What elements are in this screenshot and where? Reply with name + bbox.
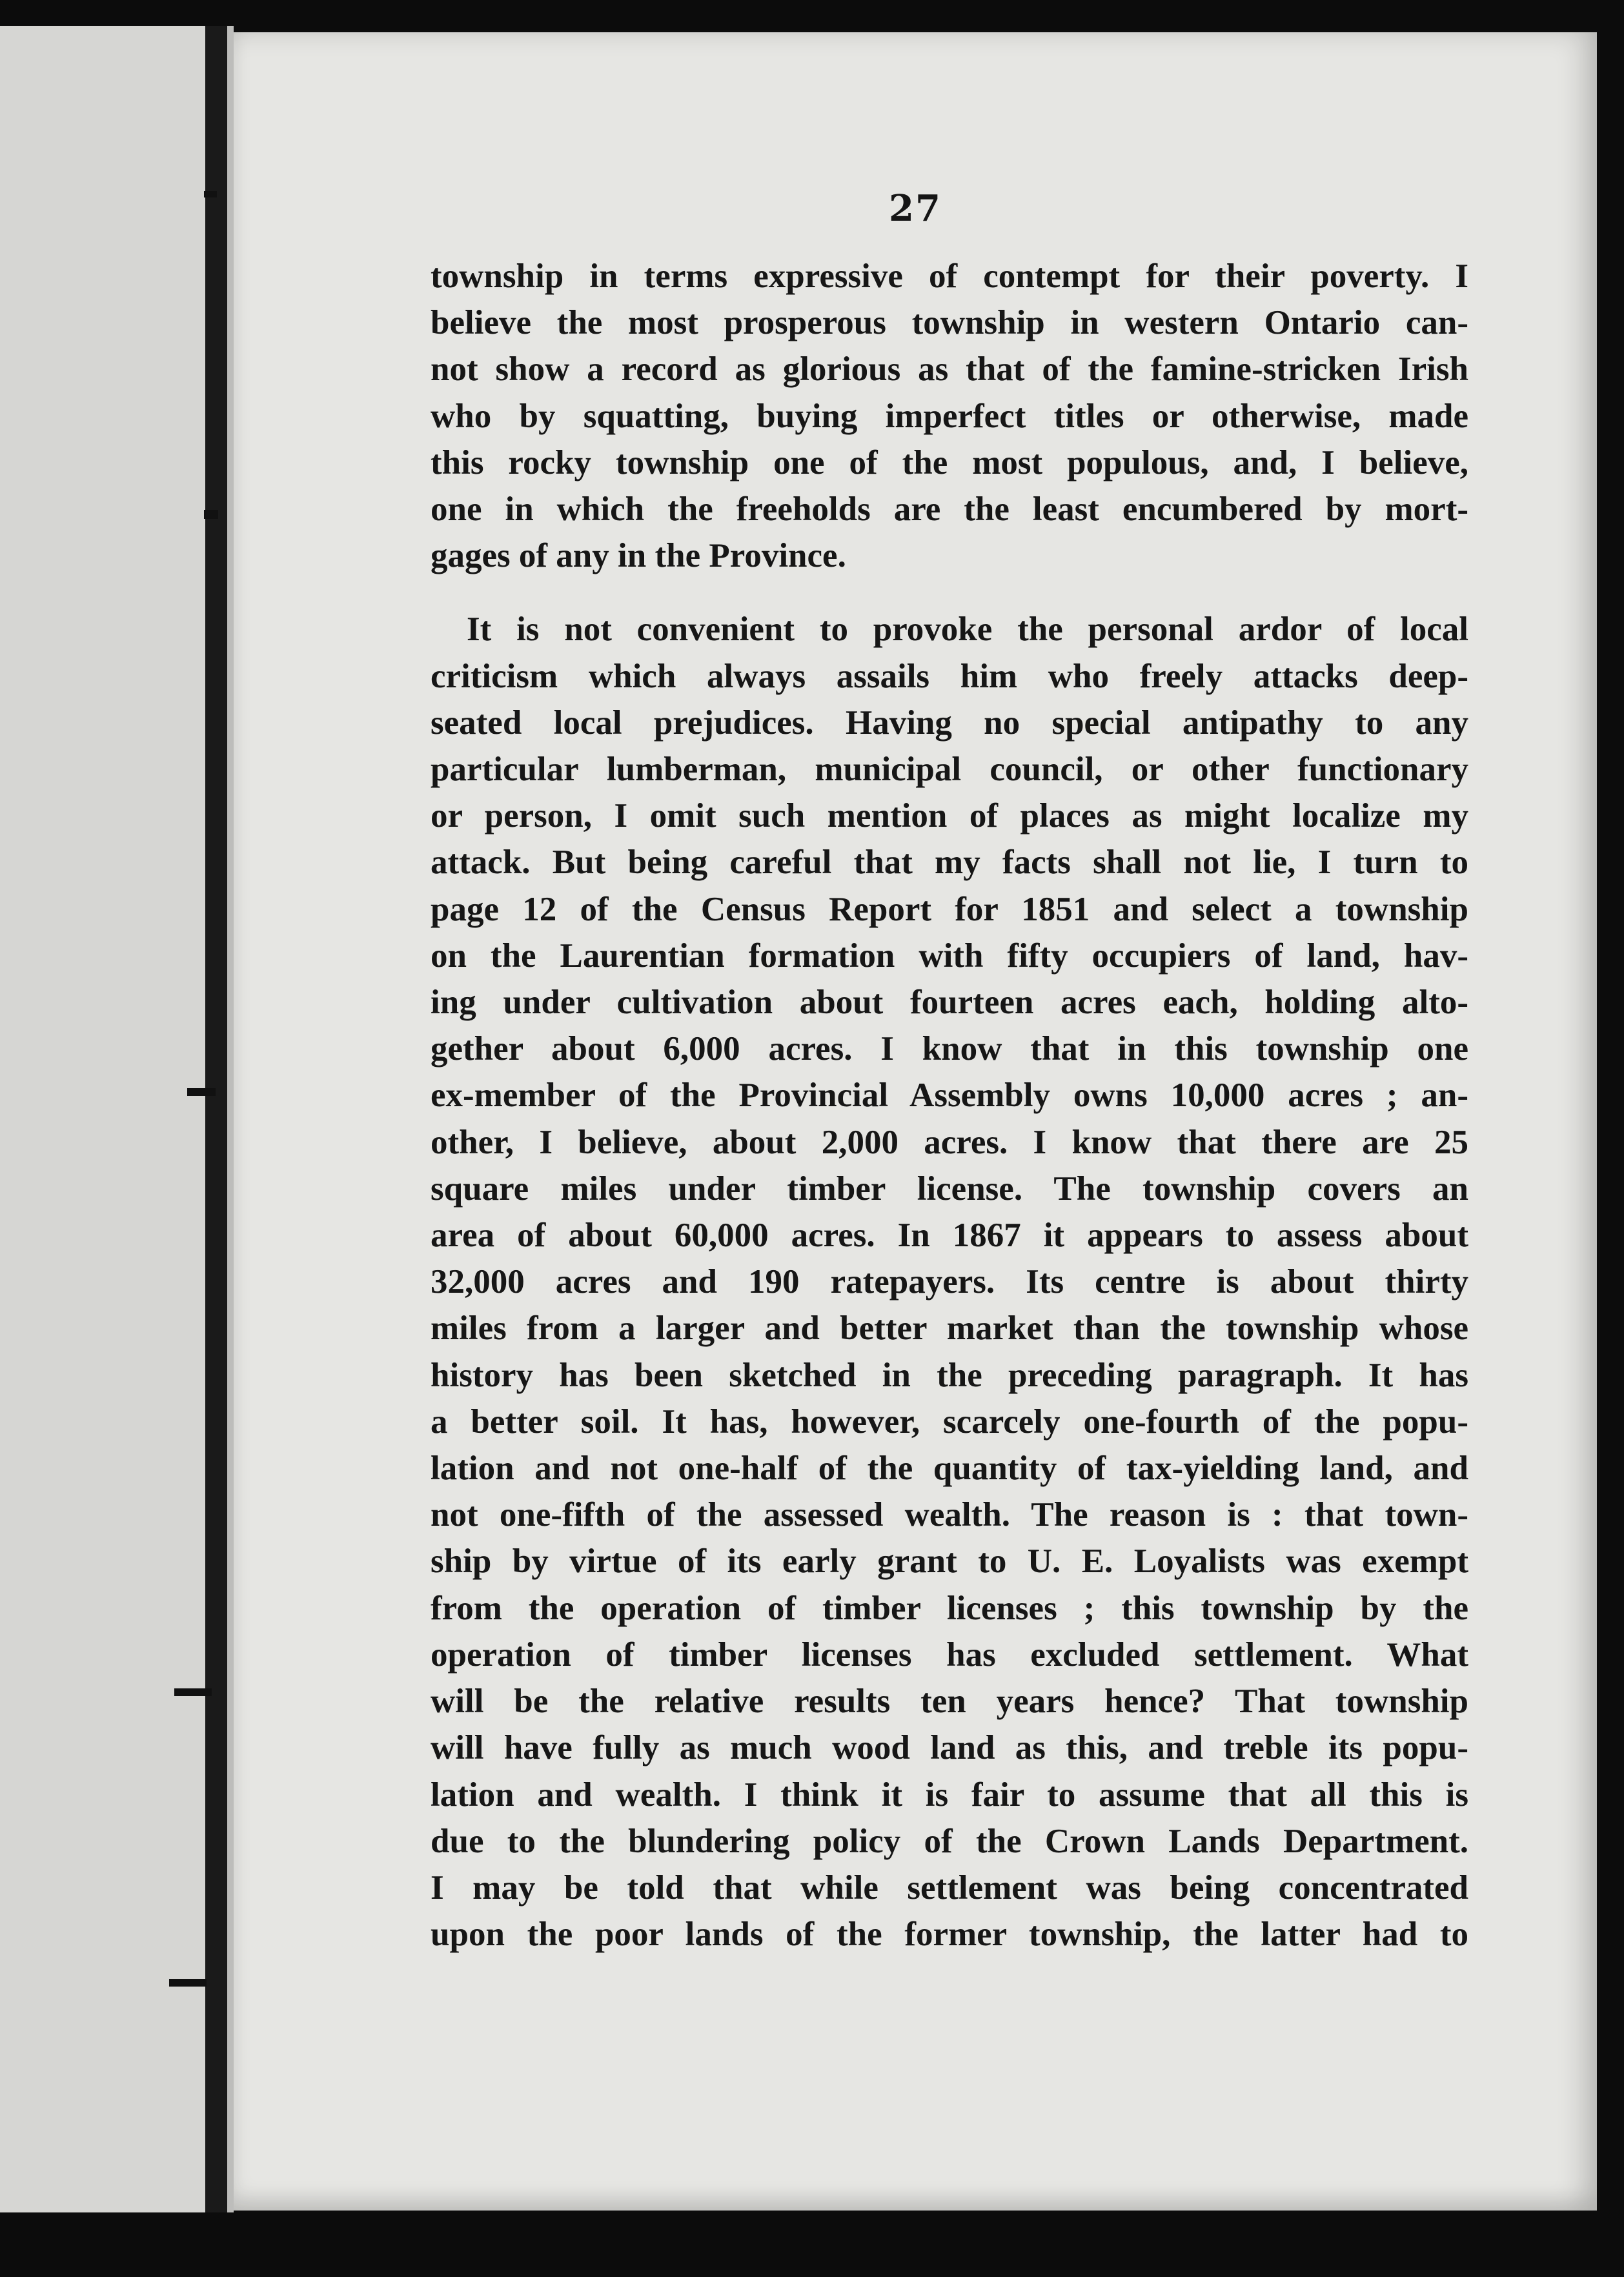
paragraph-1	[431, 253, 1468, 579]
text-line: from the operation of timber licenses ; this township by the	[431, 1589, 1468, 1627]
text-line: criticism which always assails him who freely attacks deep-	[431, 657, 1468, 695]
text-line: ex-member of the Provincial Assembly owns 10,000 acres ; an-	[431, 1077, 1468, 1115]
page-number: 27	[889, 187, 942, 230]
binding-mark	[204, 191, 217, 197]
text-line: not one-fifth of the assessed wealth. The reason is : that town-	[431, 1496, 1468, 1534]
text-line: square miles under timber license. The township covers an	[431, 1169, 1468, 1208]
facing-page-strip	[0, 26, 205, 2212]
text-line: gether about 6,000 acres. I know that in this township one	[431, 1030, 1468, 1068]
text-line: due to the blundering policy of the Crown Lands Department.	[431, 1822, 1468, 1860]
page-body	[431, 253, 1468, 1958]
text-line: seated local prejudices. Having no special antipathy to any	[431, 703, 1468, 742]
text-line: 32,000 acres and 190 ratepayers. Its centre is about thirty	[431, 1263, 1468, 1301]
text-line: other, I believe, about 2,000 acres. I know that there are 25	[431, 1123, 1468, 1161]
paragraph-2	[431, 606, 1468, 1958]
text-line: I may be told that while settlement was being concentrated	[431, 1868, 1468, 1907]
text-line: or person, I omit such mention of places as might localize my	[431, 797, 1468, 835]
text-line: particular lumberman, municipal council, or other functionary	[431, 751, 1468, 789]
text-line: miles from a larger and better market than the township whose	[431, 1310, 1468, 1348]
text-line: this rocky township one of the most populous, and, I believe,	[431, 443, 1468, 481]
text-line: history has been sketched in the preceding paragraph. It has	[431, 1356, 1468, 1394]
text-line: page 12 of the Census Report for 1851 and select a township	[431, 890, 1468, 928]
text-line: operation of timber licenses has excluded settlement. What	[431, 1635, 1468, 1674]
book-binding	[205, 26, 227, 2212]
text-line: who by squatting, buying imperfect titles or otherwise, made	[431, 397, 1468, 435]
text-line: gages of any in the Province.	[431, 537, 846, 575]
binding-mark	[174, 1688, 212, 1696]
binding-edge	[227, 26, 234, 2212]
binding-mark	[204, 510, 218, 519]
text-line: believe the most prosperous township in western Ontario can-	[431, 304, 1468, 342]
text-line: not show a record as glorious as that of the famine-stricken Irish	[431, 350, 1468, 389]
text-line: area of about 60,000 acres. In 1867 it appears to assess about	[431, 1217, 1468, 1255]
text-line: attack. But being careful that my facts shall not lie, I turn to	[431, 844, 1468, 882]
text-line: one in which the freeholds are the least encumbered by mort-	[431, 491, 1468, 529]
binding-mark	[187, 1088, 216, 1096]
text-line: upon the poor lands of the former township, the latter had to	[431, 1916, 1468, 1954]
text-line: It is not convenient to provoke the personal ardor of local	[467, 611, 1468, 649]
text-line: will have fully as much wood land as this, and treble its popu-	[431, 1729, 1468, 1767]
document-page	[234, 32, 1597, 2211]
text-line: ing under cultivation about fourteen acres each, holding alto-	[431, 984, 1468, 1022]
binding-mark	[169, 1979, 207, 1987]
text-line: a better soil. It has, however, scarcely one-fourth of the popu-	[431, 1402, 1468, 1441]
text-line: will be the relative results ten years hence? That township	[431, 1683, 1468, 1721]
text-line: township in terms expressive of contempt for their poverty. I	[431, 258, 1468, 295]
text-line: lation and not one-half of the quantity of tax-yielding land, and	[431, 1450, 1468, 1488]
text-line: lation and wealth. I think it is fair to assume that all this is	[431, 1776, 1468, 1814]
text-line: on the Laurentian formation with fifty occupiers of land, hav-	[431, 936, 1468, 975]
text-line: ship by virtue of its early grant to U. E. Loyalists was exempt	[431, 1543, 1468, 1581]
paragraph-gap	[431, 579, 1468, 606]
